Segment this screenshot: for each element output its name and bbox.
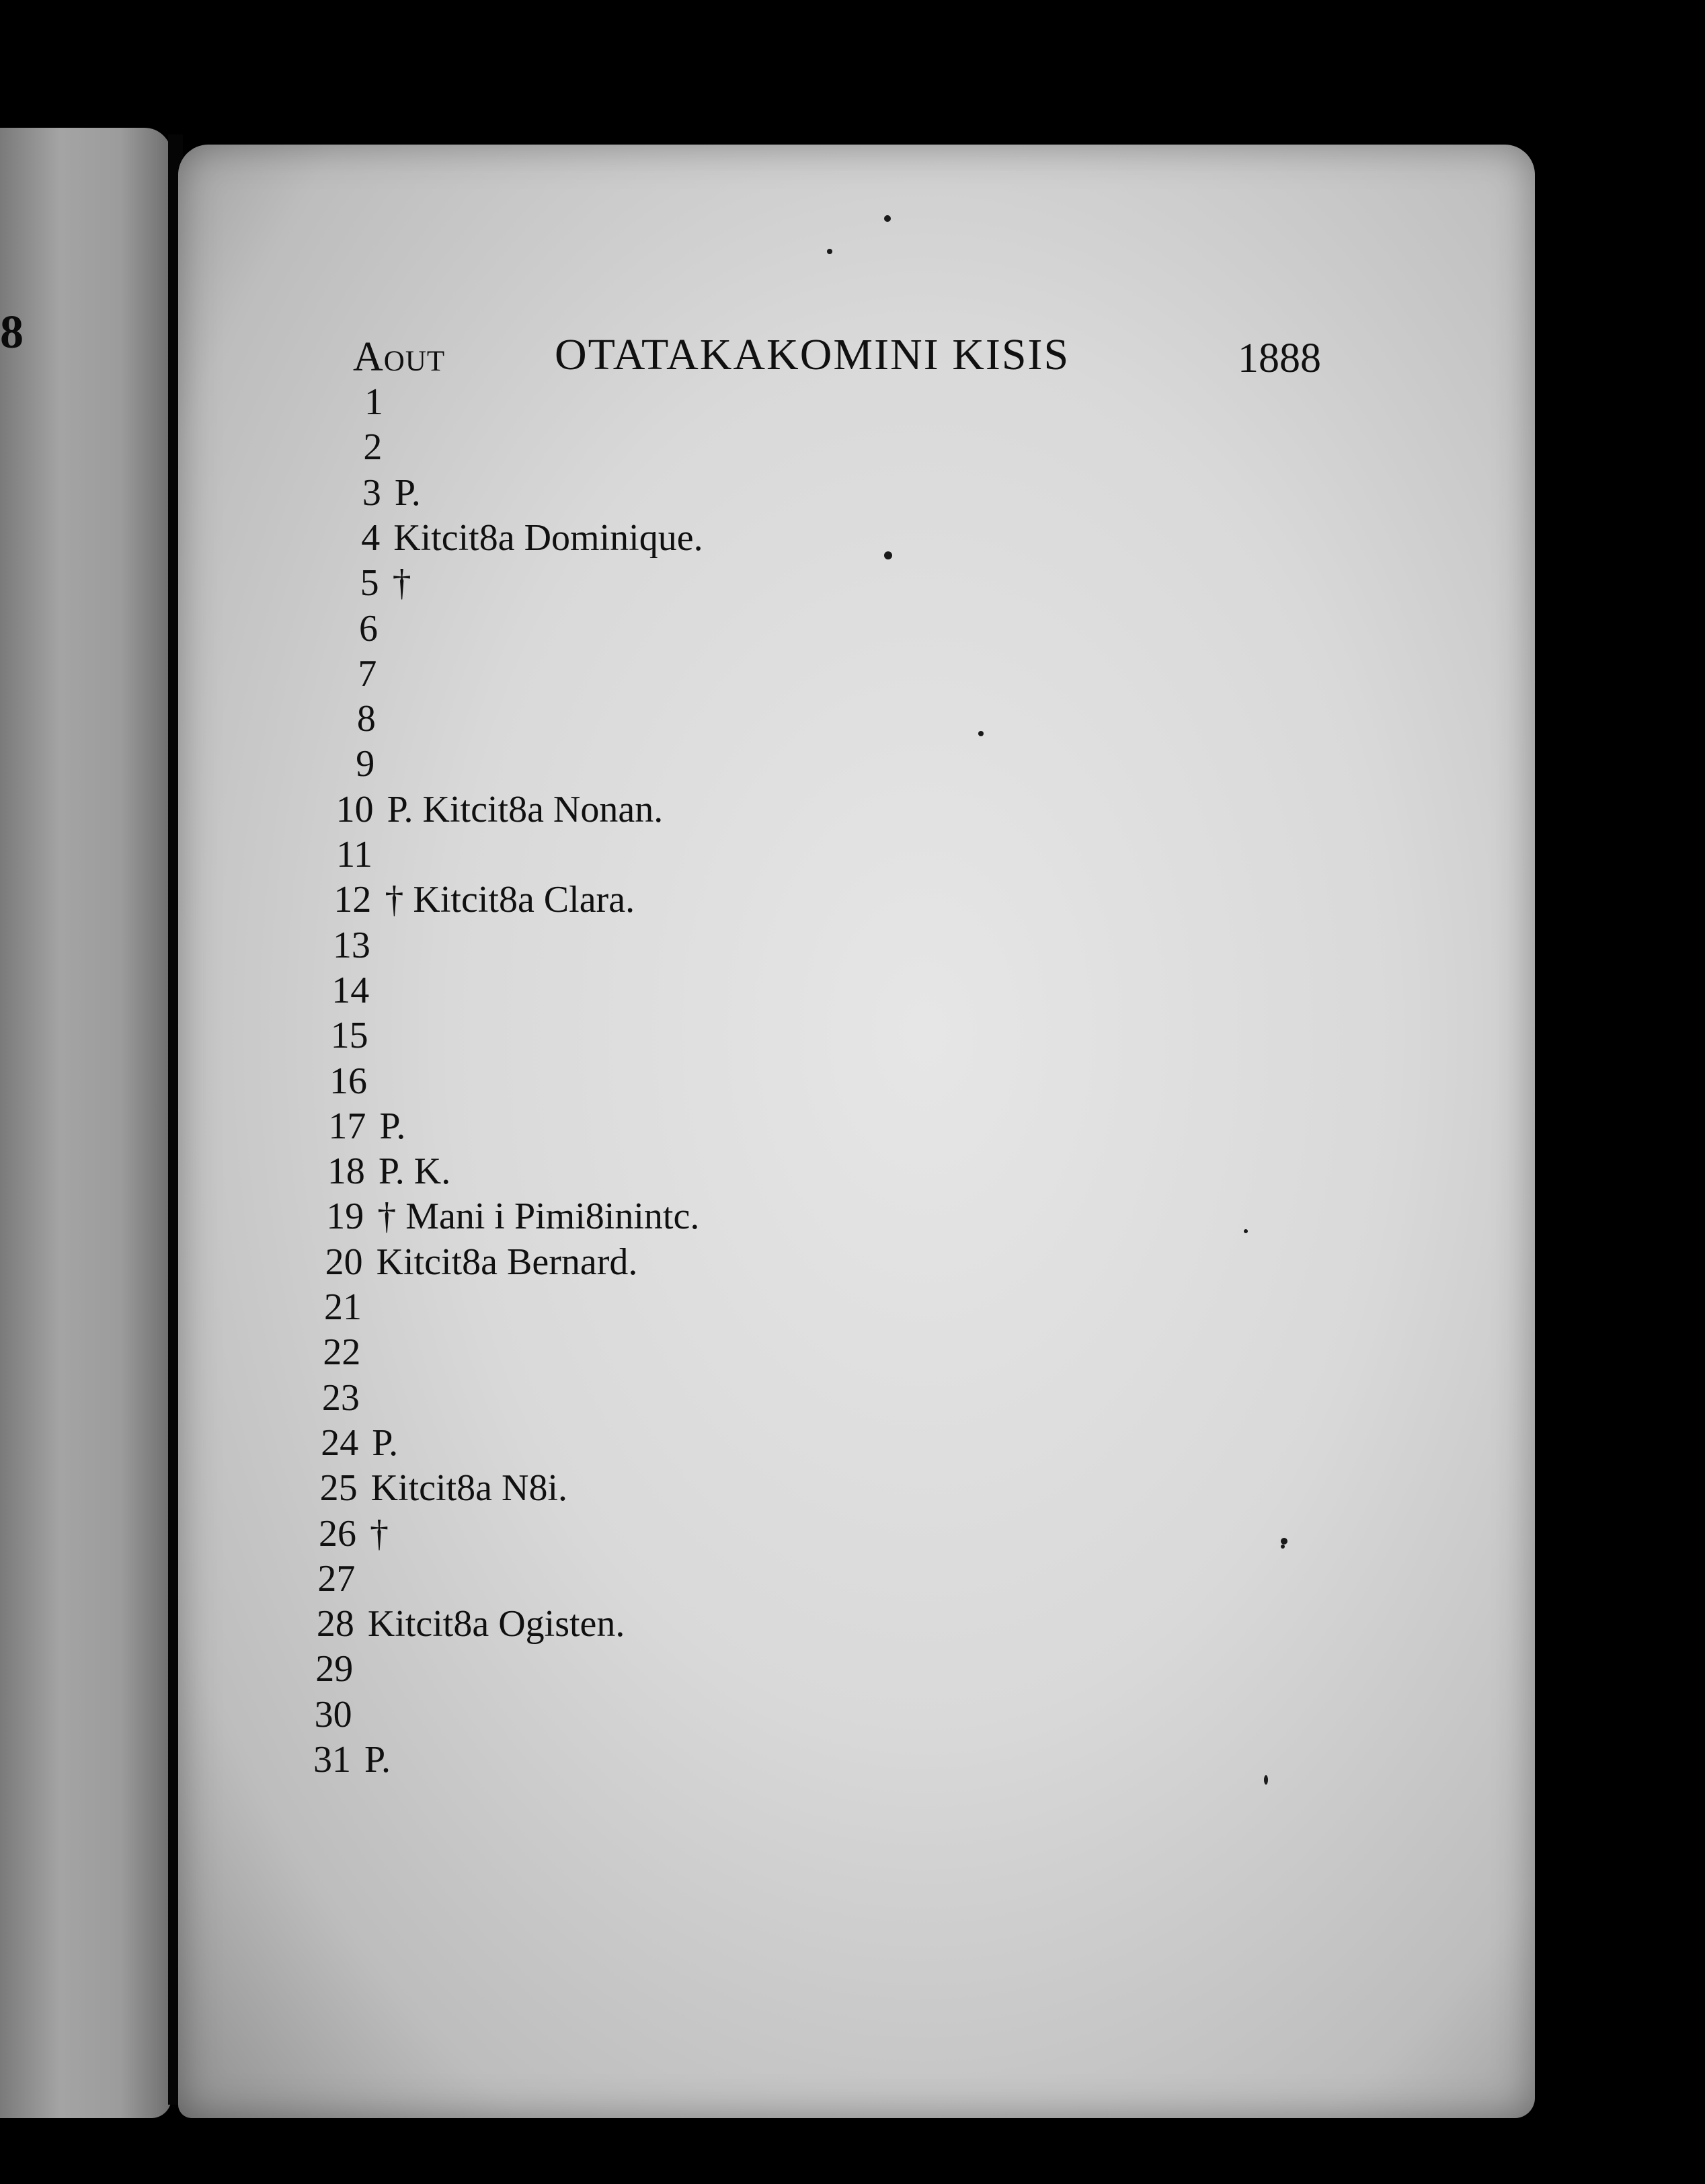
day-entry: P.	[372, 1421, 399, 1464]
ink-speck	[827, 249, 832, 254]
calendar-day-row	[287, 742, 1228, 786]
day-entry: P.	[379, 1105, 406, 1147]
calendar-day-row	[296, 380, 1237, 424]
header-title: OTATAKAKOMINI KISIS	[555, 330, 1070, 379]
header-year: 1888	[1238, 336, 1321, 381]
calendar-day-row	[269, 1512, 1210, 1556]
day-number: 26	[319, 1512, 356, 1555]
day-number: 28	[316, 1603, 354, 1645]
calendar-day-row	[273, 1330, 1214, 1374]
calendar-day-row	[272, 1376, 1214, 1420]
calendar-day-row	[284, 878, 1225, 922]
calendar-day-row	[276, 1194, 1218, 1239]
calendar-day-row	[278, 1104, 1220, 1148]
day-number: 8	[356, 698, 376, 740]
day-entry: †	[392, 562, 411, 604]
calendar-day-row	[283, 923, 1224, 968]
calendar-day-row	[274, 1285, 1216, 1329]
calendar-day-row	[280, 1059, 1221, 1103]
ink-speck	[884, 215, 891, 222]
calendar-day-row	[266, 1647, 1207, 1691]
header-month: Aout	[353, 334, 446, 380]
day-number: 22	[323, 1331, 361, 1374]
calendar-day-row	[265, 1692, 1206, 1737]
ink-speck	[1281, 1538, 1287, 1545]
calendar-day-row	[278, 1149, 1219, 1194]
day-number: 4	[361, 516, 381, 559]
day-number: 7	[358, 652, 377, 695]
calendar-day-row	[281, 1013, 1222, 1058]
calendar-day-row	[294, 425, 1236, 469]
calendar-day-row	[282, 968, 1223, 1013]
day-number: 10	[335, 788, 374, 830]
calendar-day-row	[290, 607, 1232, 651]
day-number: 17	[328, 1105, 366, 1147]
calendar-day-row	[267, 1602, 1208, 1646]
calendar-day-row	[289, 652, 1230, 696]
calendar-day-row	[271, 1421, 1212, 1465]
day-number: 20	[325, 1241, 363, 1283]
day-number: 16	[329, 1060, 367, 1102]
day-entry: P. Kitcit8a Nonan.	[387, 788, 664, 830]
day-number: 9	[356, 743, 375, 785]
day-entry: P.	[394, 471, 421, 514]
day-number: 30	[314, 1693, 352, 1736]
day-entry: Kitcit8a Bernard.	[376, 1241, 638, 1283]
day-entry: Kitcit8a Dominique.	[393, 516, 703, 559]
previous-page-number: 8	[0, 307, 24, 358]
day-entry: † Kitcit8a Clara.	[385, 879, 635, 921]
day-entry: Kitcit8a Ogisten.	[367, 1603, 625, 1645]
day-number: 11	[336, 834, 372, 875]
calendar-day-row	[276, 1240, 1217, 1284]
day-number: 15	[330, 1015, 368, 1057]
calendar-day-row	[270, 1466, 1212, 1510]
day-number: 13	[332, 924, 370, 966]
day-number: 6	[359, 607, 378, 650]
calendar-day-row	[264, 1738, 1205, 1782]
day-entry: †	[370, 1512, 389, 1555]
day-number: 14	[331, 969, 370, 1011]
day-number: 2	[363, 426, 383, 469]
ink-speck	[1281, 1545, 1285, 1549]
day-number: 31	[313, 1739, 351, 1781]
calendar-day-row	[294, 471, 1235, 515]
ink-speck	[1244, 1229, 1248, 1233]
calendar-day-row	[288, 697, 1230, 741]
ink-speck	[1264, 1775, 1268, 1785]
day-number: 5	[360, 562, 379, 604]
calendar-day-row	[286, 787, 1228, 832]
calendar-day-row	[285, 832, 1226, 877]
day-entry: P.	[364, 1739, 391, 1781]
day-number: 24	[321, 1421, 359, 1464]
day-number: 27	[317, 1557, 356, 1600]
day-number: 19	[326, 1196, 364, 1238]
previous-page-edge	[0, 128, 171, 2118]
calendar-day-row	[268, 1557, 1209, 1601]
day-entry: † Mani i Pimi8inintc.	[377, 1196, 700, 1238]
day-number: 1	[364, 381, 383, 423]
day-number: 3	[362, 471, 381, 514]
day-entry: Kitcit8a N8i.	[370, 1467, 567, 1510]
calendar-day-row	[292, 516, 1234, 560]
day-number: 25	[319, 1467, 358, 1510]
day-number: 12	[333, 879, 372, 921]
day-number: 18	[327, 1150, 365, 1193]
day-number: 23	[321, 1376, 360, 1419]
day-number: 21	[324, 1286, 362, 1328]
day-entry: P. K.	[378, 1150, 451, 1193]
calendar-day-row	[292, 561, 1233, 605]
day-number: 29	[315, 1648, 354, 1690]
